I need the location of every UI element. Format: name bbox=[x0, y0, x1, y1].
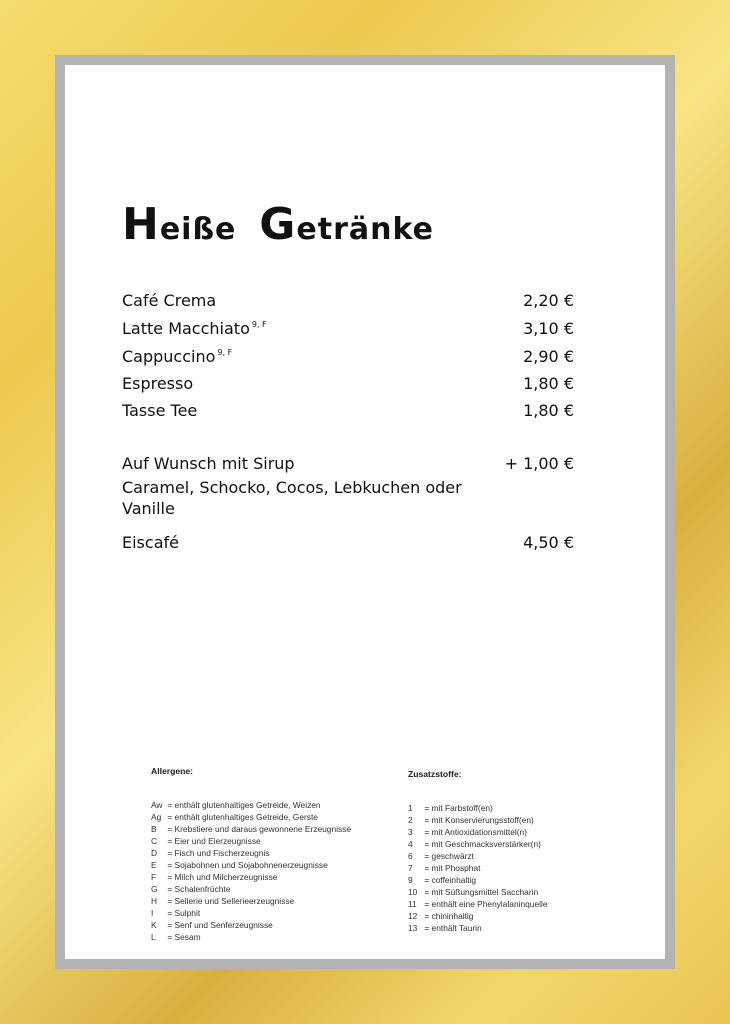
allergene-list bbox=[151, 799, 351, 943]
sirup-flavors: Caramel, Schocko, Cocos, Lebkuchen oder Vanille bbox=[122, 478, 462, 518]
zusatzstoffe-list bbox=[408, 802, 548, 934]
section-gap bbox=[122, 424, 574, 450]
allergene-item: Aw = enthält glutenhaltiges Getreide, Weizen bbox=[151, 800, 321, 810]
zusatzstoffe-item: 3 = mit Antioxidationsmittel(n) bbox=[408, 827, 527, 837]
zusatzstoffe-legend bbox=[408, 765, 548, 934]
allergene-legend bbox=[151, 765, 351, 943]
spacer bbox=[122, 519, 574, 529]
allergene-item: H = Sellerie und Sellerieerzeugnisse bbox=[151, 896, 295, 906]
item-name: Cappuccino $^{9, F}$ bbox=[122, 347, 233, 366]
item-footnote: 9, F bbox=[217, 348, 233, 357]
sirup-flavors-row bbox=[122, 477, 574, 519]
allergene-item: Ag = enthält glutenhaltiges Getreide, Gerste bbox=[151, 812, 318, 822]
allergene-item: D = Fisch und Fischerzeugnis bbox=[151, 848, 270, 858]
item-name: Latte Macchiato $^{9, F}$ bbox=[122, 319, 267, 338]
eiscafe-name: Eiscafé bbox=[122, 533, 179, 552]
item-name: Tasse Tee bbox=[122, 401, 198, 420]
zusatzstoffe-item: 13 = enthält Taurin bbox=[408, 923, 482, 933]
menu-item bbox=[122, 287, 574, 314]
eiscafe-price: 4,50 € bbox=[523, 533, 574, 552]
item-price: 2,90 € bbox=[523, 347, 574, 366]
zusatzstoffe-item: 9 = coffeinhaltig bbox=[408, 875, 477, 885]
drinks-list bbox=[122, 287, 574, 556]
allergene-item: F = Milch und Milcherzeugnisse bbox=[151, 872, 278, 882]
title-word-1: eiße bbox=[159, 212, 237, 247]
allergene-item: L = Sesam bbox=[151, 932, 201, 942]
menu-item bbox=[122, 314, 574, 342]
item-price: 1,80 € bbox=[523, 374, 574, 393]
item-price: 1,80 € bbox=[523, 401, 574, 420]
allergene-item: E = Sojabohnen und Sojabohnenerzeugnisse bbox=[151, 860, 328, 870]
menu-title bbox=[122, 199, 434, 250]
zusatzstoffe-item: 7 = mit Phosphat bbox=[408, 863, 481, 873]
zusatzstoffe-item: 10 = mit Süßungsmittel Saccharin bbox=[408, 887, 539, 897]
item-price: 3,10 € bbox=[523, 319, 574, 338]
zusatzstoffe-heading: Zusatzstoffe: bbox=[408, 769, 462, 779]
sirup-price: + 1,00 € bbox=[504, 454, 574, 473]
title-word-2: etränke bbox=[296, 212, 434, 247]
allergene-item: K = Senf und Senferzeugnisse bbox=[151, 920, 273, 930]
menu-item bbox=[122, 397, 574, 424]
menu-paper bbox=[65, 65, 665, 959]
zusatzstoffe-item: 4 = mit Geschmacksverstärker(n) bbox=[408, 839, 541, 849]
zusatzstoffe-item: 12 = chininhaltig bbox=[408, 911, 474, 921]
allergene-item: G = Schalenfrüchte bbox=[151, 884, 231, 894]
allergene-item: I = Sulphit bbox=[151, 908, 201, 918]
zusatzstoffe-item: 1 = mit Farbstoff(en) bbox=[408, 803, 493, 813]
allergene-heading: Allergene: bbox=[151, 766, 194, 776]
menu-frame bbox=[55, 55, 675, 969]
allergene-item: C = Eier und Eierzeugnisse bbox=[151, 836, 261, 846]
menu-item bbox=[122, 342, 574, 370]
zusatzstoffe-item: 11 = enthält eine Phenylalaninquelle bbox=[408, 899, 548, 909]
menu-item bbox=[122, 370, 574, 397]
allergene-item: B = Krebstiere und daraus gewonnene Erzeugnisse bbox=[151, 824, 352, 834]
title-initial-2: G bbox=[259, 199, 297, 250]
zusatzstoffe-item: 6 = geschwärzt bbox=[408, 851, 474, 861]
title-initial-1: H bbox=[122, 199, 160, 250]
item-footnote: 9, F bbox=[251, 320, 267, 329]
item-name: Café Crema bbox=[122, 291, 217, 310]
eiscafe-item bbox=[122, 529, 574, 556]
item-price: 2,20 € bbox=[523, 291, 574, 310]
zusatzstoffe-item: 2 = mit Konservierungsstoff(en) bbox=[408, 815, 534, 825]
sirup-label: Auf Wunsch mit Sirup bbox=[122, 454, 295, 473]
sirup-item bbox=[122, 450, 574, 477]
item-name: Espresso bbox=[122, 374, 194, 393]
